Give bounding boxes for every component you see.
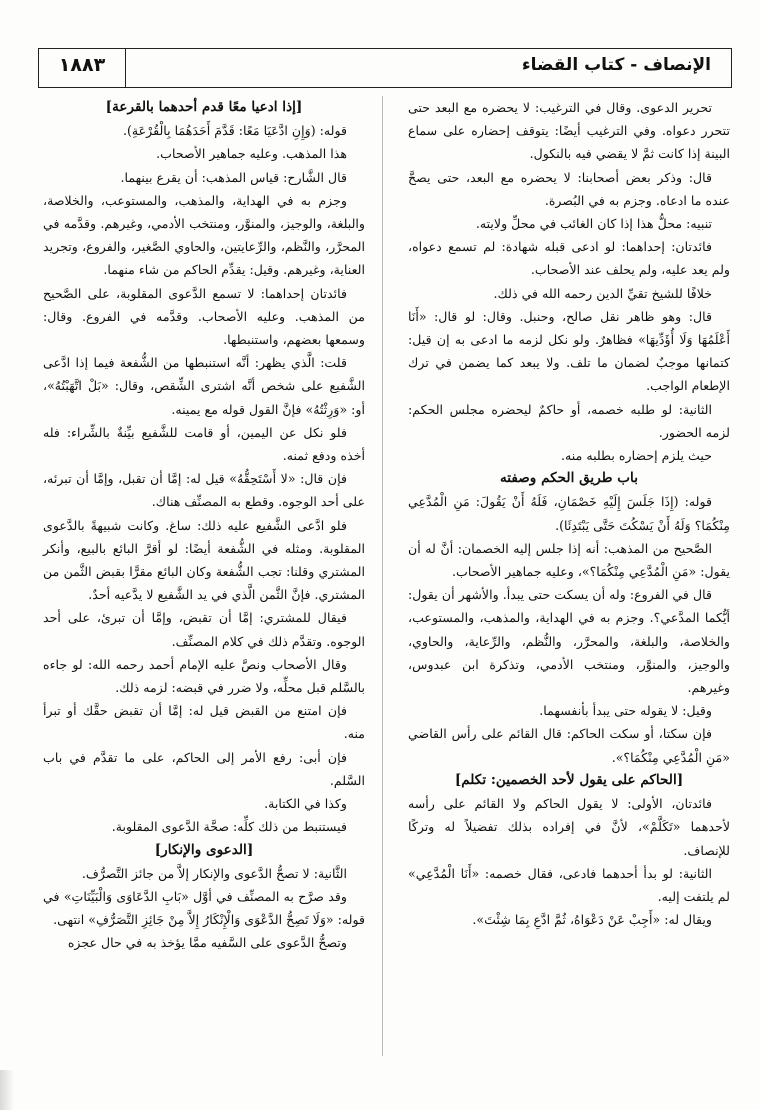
document-page xyxy=(38,40,730,1080)
paragraph: وتصحُّ الدَّعوى على السَّفيه ممَّا يؤخذ به في حال عجزه xyxy=(67,935,347,951)
running-header xyxy=(38,48,732,88)
section-heading: [الحاكم على يقول لأحد الخصمين: تكلم] xyxy=(454,771,684,788)
paragraph: هذا المذهب. وعليه جماهير الأصحاب. xyxy=(156,146,347,162)
paragraph: فإن قال: «لا أَسْتَحِقُّهُ» قيل له: إمَّا أن تقبل، وإمَّا أن تبرئه، على أحد الوجوه. وقطع به المصنِّف هناك. xyxy=(43,471,365,510)
paragraph: فيستنبط من ذلك كلِّه: صحَّة الدَّعوى المقلوبة. xyxy=(111,819,347,835)
paragraph: قال: وذكر بعض أصحابنا: لا يحضره مع البعد، حتى يصحَّ عنده ما ادعاه. وجزم به في البُصرة. xyxy=(408,169,730,208)
paragraph: خلافًا للشيخ تقيِّ الدين رحمه الله في ذلك. xyxy=(493,285,712,301)
section-heading: باب طريق الحكم وصفته xyxy=(500,470,638,487)
paragraph: فائدتان: إحداهما: لو ادعى قبله شهادة: لم تسمع دعواه، ولم يعد عليه، ولم يحلف عند الأصحاب. xyxy=(408,239,730,278)
page-number: ١٨٨٣ xyxy=(58,54,106,76)
paragraph: فإن امتنع من القبض قيل له: إمَّا أن تقبض حقَّك أو تبرأ منه. xyxy=(43,703,365,742)
left-column xyxy=(43,96,365,955)
paragraph: فيقال للمشتري: إمَّا أن تقبض، وإمَّا أن تبرئ، على أحد الوجوه. وتقدَّم ذلك في كلام المصنِّف. xyxy=(43,610,365,649)
paragraph: الثانية: لو طلبه خصمه، أو حاكمٌ ليحضره مجلس الحكم: لزمه الحضور. xyxy=(408,401,730,440)
section-heading: [إذا ادعيا معًا قدم أحدهما بالقرعة] xyxy=(105,99,303,115)
paragraph: وقال الأصحاب ونصَّ عليه الإمام أحمد رحمه الله: لو جاءه بالسَّلم قبل محلِّه، ولا ضرر في قبضه: لزمه ذلك. xyxy=(43,656,365,696)
paragraph: فلو نكل عن اليمين، أو قامت للشَّفيع بيِّنةٌ بالشِّراء: فله أخذه ودفع ثمنه. xyxy=(43,424,365,464)
section-heading: [الدعوى والإنكار] xyxy=(154,841,254,858)
header-divider xyxy=(125,49,126,87)
paragraph: تحرير الدعوى. وقال في الترغيب: لا يحضره مع البعد حتى تتحرر دعواه. وفي الترغيب أيضًا: يتوقف إحضاره على سماع البينة إذا كانت ثمَّ لا يقضي فيه بالنكول. xyxy=(408,100,730,162)
paragraph: فلو ادَّعى الشَّفيع عليه ذلك: ساغ. وكانت شبيهةً بالدَّعوى المقلوبة. ومثله في الشُّفعة أيضًا: لو أقرَّ البائع بالبيع، وأنكر المشتري وقلنا: تجب الشُّفعة وكان البائع مقرًّا بقبض الثَّمن من المشتري. فإنَّ الثَّمن الَّذي في يد الشَّفيع لا يدَّعيه أحدٌ. xyxy=(43,517,365,603)
paragraph: قوله: (إِذَا جَلَسَ إِلَيْهِ خَصْمَانِ، فَلَهُ أَنْ يَقُولَ: مَنِ الْمُدَّعِي مِنْكُمَا؟ وَلَهُ أَنْ يَسْكُتَ حَتَّى يَبْتَدِئَا). xyxy=(408,494,730,533)
paragraph: فإن سكتا، أو سكت الحاكم: قال القائم على رأس القاضي «مَنِ الْمُدَّعِي مِنْكُمَا؟». xyxy=(408,726,730,765)
paragraph: وجزم به في الهداية، والمذهب، والمستوعب، والخلاصة، والبلغة، والوجيز، والمنوَّر، ومنتخب الأدمي، وغيرهم. وقدَّمه في المحرَّر، والنَّظم، والرِّعايتين، والحاوي الصَّغير، والفروع، وتجريد العناية، وغيرهم. وقيل: يقدِّم الحاكم من شاء منهما. xyxy=(43,192,365,278)
paragraph: الثانية: لو بدأ أحدهما فادعى، فقال خصمه: «أَنَا الْمُدَّعِي» لم يلتفت إليه. xyxy=(408,865,730,904)
paragraph: ويقال له: «أَجِبْ عَنْ دَعْوَاهُ، ثُمَّ ادَّعِ بِمَا شِئْتَ». xyxy=(472,912,712,928)
paragraph: تنبيه: محلُّ هذا إذا كان الغائب في محلِّ ولايته. xyxy=(475,216,712,232)
paragraph: فائدتان إحداهما: لا تسمع الدَّعوى المقلوبة، على الصَّحيح من المذهب. وعليه الأصحاب. وقدَّمه في الفروع. وقال: وسمعها بعضهم، واستنبطها. xyxy=(43,285,365,348)
paragraph: فائدتان، الأولى: لا يقول الحاكم ولا القائم على رأسه لأحدهما «تَكَلَّمْ»، لأنَّ في إفراده بذلك تفضيلاً له وتركًا للإنصاف. xyxy=(408,796,730,858)
paragraph: قال في الفروع: وله أن يسكت حتى يبدأ. والأشهر أن يقول: أيُّكما المدَّعي؟. وجزم به في الهداية، والمذهب، والمستوعب، والخلاصة، والبلغة، والمحرَّر، والنُّظم، والرِّعاية، والحاوي، والوجيز، والمنوَّر، ومنتخب الأدمي، وتذكرة ابن عبدوس، وغيرهم. xyxy=(408,587,730,696)
paragraph: وقد صرَّح به المصنِّف في أوَّل «بَابِ الدَّعَاوَى وَالْبَيِّنَاتِ» في قوله: «وَلَا تَصِحُّ الدَّعْوَى وَالْإِنْكَارُ إِلاَّ مِنْ جَائِزِ التَّصَرُّفِ» انتهى. xyxy=(43,888,365,928)
paragraph: وقيل: لا يقوله حتى يبدأ بأنفسهما. xyxy=(539,703,712,719)
paragraph: قال: وهو ظاهر نقل صالح، وحنبل. وقال: لو قال: «أَنَا أَعْلَمُهَا وَلَا أُؤَدِّيهَا» فظاهرٌ. ولو نكل لزمه ما ادعى به إن قيل: كتمانها موجبٌ لضمان ما تلف. ولا يبعد كما يضمن في ترك الإطعام الواجب. xyxy=(408,308,730,394)
paragraph: وكذا في الكتابة. xyxy=(264,796,347,812)
paragraph: قوله: (وَإِنِ ادَّعَيَا مَعًا: قَدَّمَ أَحَدَهُمَا بِالْقُرْعَةِ). xyxy=(122,123,347,139)
paragraph: قلت: الَّذي يظهر: أنَّه استنبطها من الشُّفعة فيما إذا ادَّعى الشَّفيع على شخص أنَّه اشترى الشِّقص، وقال: «بَلْ اتَّهَبْتُهُ»، أو: «وَرِثْتُهُ» فإنَّ القول قوله مع يمينه. xyxy=(43,355,365,417)
right-column xyxy=(408,96,730,931)
column-divider xyxy=(382,96,383,1056)
paragraph: حيث يلزم إحضاره بطلبه منه. xyxy=(561,448,712,464)
paragraph: قال الشَّارح: قياس المذهب: أن يقرع بينهما. xyxy=(120,169,347,185)
paragraph: فإن أبى: رفع الأمر إلى الحاكم، على ما تقدَّم في باب السَّلم. xyxy=(43,749,365,788)
scan-edge-shadow xyxy=(0,1070,14,1110)
paragraph: الصَّحيح من المذهب: أنه إذا جلس إليه الخصمان: أنَّ له أن يقول: «مَنِ الْمُدَّعِي مِنْكُمَا؟»، وعليه جماهير الأصحاب. xyxy=(408,540,730,580)
paragraph: الثَّانية: لا تصحُّ الدَّعوى والإنكار إلاَّ من جائز التَّصرُّف. xyxy=(81,865,347,881)
header-title: الإنصاف - كتاب القضاء xyxy=(521,55,711,75)
